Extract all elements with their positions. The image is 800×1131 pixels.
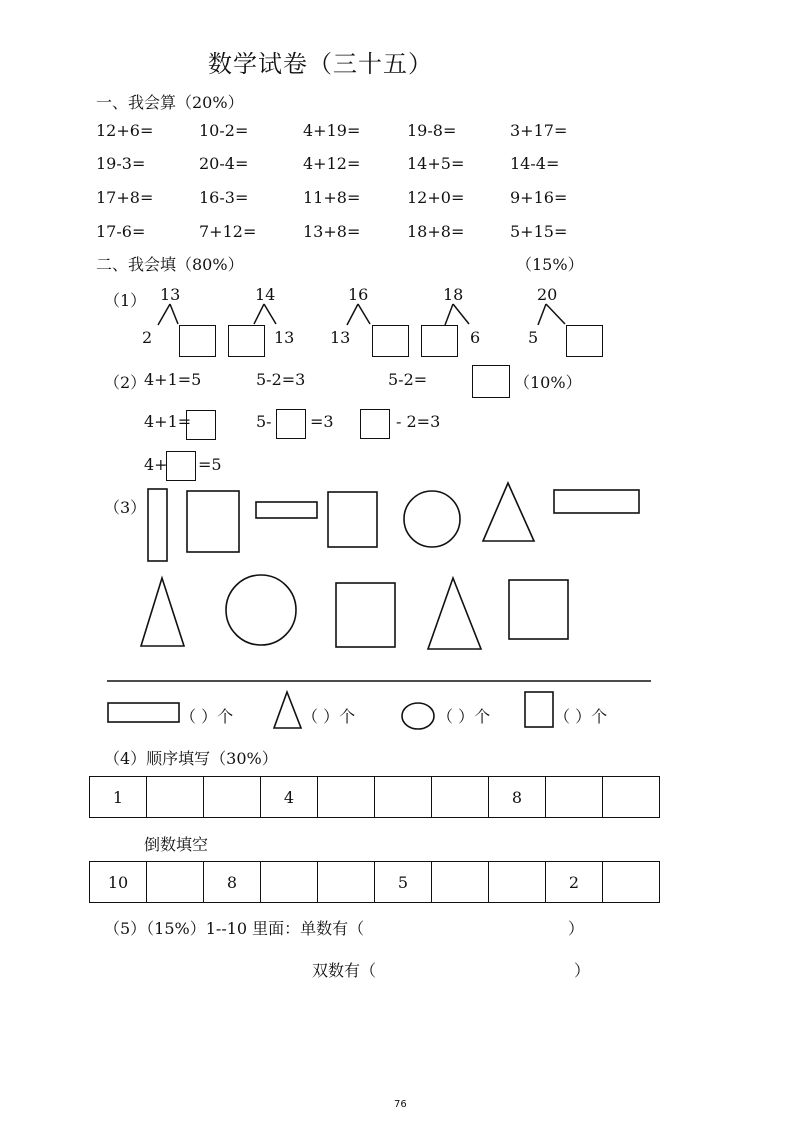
tall-rectangle-shape xyxy=(148,489,167,561)
triangle-shape xyxy=(483,483,534,541)
decomposition-part: 2 xyxy=(142,328,153,347)
count-rectangle[interactable]: （ ）个 xyxy=(180,707,234,726)
sequence-table xyxy=(89,776,660,818)
page-title: 数学试卷（三十五） xyxy=(208,50,433,78)
decomposition-total: 16 xyxy=(348,285,369,304)
rectangle-icon xyxy=(108,703,179,722)
decomposition-part: 13 xyxy=(274,328,295,347)
circle-shape xyxy=(404,491,460,547)
square-icon xyxy=(525,692,553,727)
countdown-table xyxy=(89,861,660,903)
count-circle[interactable]: （ ）个 xyxy=(437,707,491,726)
count-triangle[interactable]: （ ）个 xyxy=(302,707,356,726)
sequence-cell[interactable] xyxy=(261,862,318,903)
part-4-label: （4）顺序填写（30%） xyxy=(104,749,278,768)
square-shape xyxy=(187,491,239,552)
part-2-score: （10%） xyxy=(514,373,582,392)
section-2-heading: 二、我会填（80%） xyxy=(96,255,244,274)
arithmetic-problem: 13+8= xyxy=(303,222,361,241)
arithmetic-problem: 5+15= xyxy=(510,222,568,241)
square-shape xyxy=(509,580,568,639)
sequence-cell[interactable] xyxy=(375,777,432,818)
decomposition-total: 20 xyxy=(537,285,558,304)
flat-rectangle-shape xyxy=(256,502,317,518)
decomposition-total: 14 xyxy=(255,285,276,304)
arithmetic-problem: 3+17= xyxy=(510,121,568,140)
sequence-cell[interactable] xyxy=(204,777,261,818)
sequence-cell[interactable]: 10 xyxy=(90,862,147,903)
sequence-cell[interactable]: 2 xyxy=(546,862,603,903)
sequence-cell[interactable] xyxy=(432,777,489,818)
sequence-cell[interactable] xyxy=(432,862,489,903)
arithmetic-problem: 17-6= xyxy=(96,222,146,241)
decomposition-part: 5 xyxy=(528,328,539,347)
equation-2: 5-2=3 xyxy=(256,370,306,389)
arithmetic-problem: 4+12= xyxy=(303,154,361,173)
arithmetic-problem: 17+8= xyxy=(96,188,154,207)
sequence-cell[interactable]: 1 xyxy=(90,777,147,818)
decomposition-part: 6 xyxy=(470,328,481,347)
sequence-cell[interactable] xyxy=(318,862,375,903)
odd-close-paren: ） xyxy=(568,919,585,938)
arithmetic-problem: 11+8= xyxy=(303,188,361,207)
square-shape xyxy=(336,583,395,647)
decomposition-part: 13 xyxy=(330,328,351,347)
decomposition-total: 13 xyxy=(160,285,181,304)
arithmetic-problem: 10-2= xyxy=(199,121,249,140)
arithmetic-problem: 12+0= xyxy=(407,188,465,207)
sequence-cell[interactable] xyxy=(603,862,660,903)
arithmetic-problem: 9+16= xyxy=(510,188,568,207)
part-5-label: （5）（15%）1--10 里面：单数有（ xyxy=(104,919,365,938)
part-1-label: （1） xyxy=(104,291,147,310)
circle-shape xyxy=(226,575,296,645)
arithmetic-problem: 4+19= xyxy=(303,121,361,140)
triangle-icon xyxy=(274,692,301,728)
equation-5-right: =3 xyxy=(310,412,334,431)
arithmetic-problem: 14+5= xyxy=(407,154,465,173)
arithmetic-problem: 7+12= xyxy=(199,222,257,241)
arithmetic-problem: 16-3= xyxy=(199,188,249,207)
sequence-cell[interactable]: 8 xyxy=(204,862,261,903)
equation-1: 4+1=5 xyxy=(144,370,202,389)
sequence-cell[interactable]: 8 xyxy=(489,777,546,818)
sequence-cell[interactable] xyxy=(147,777,204,818)
equation-7-left: 4+ xyxy=(144,455,168,474)
sequence-cell[interactable] xyxy=(147,862,204,903)
decomposition-total: 18 xyxy=(443,285,464,304)
sequence-cell[interactable] xyxy=(546,777,603,818)
sequence-cell[interactable] xyxy=(603,777,660,818)
equation-4-left: 4+1= xyxy=(144,412,192,431)
sequence-cell[interactable] xyxy=(318,777,375,818)
section-1-heading: 一、我会算（20%） xyxy=(96,93,244,112)
even-close-paren: ） xyxy=(574,961,591,980)
equation-7-right: =5 xyxy=(198,455,222,474)
equation-3: 5-2= xyxy=(388,370,428,389)
triangle-shape xyxy=(141,578,184,646)
arithmetic-problem: 19-3= xyxy=(96,154,146,173)
equation-5-left: 5- xyxy=(256,412,272,431)
sequence-cell[interactable]: 5 xyxy=(375,862,432,903)
sequence-cell[interactable] xyxy=(489,862,546,903)
wide-rectangle-shape xyxy=(554,490,639,513)
square-shape xyxy=(328,492,377,547)
part-2-label: （2） xyxy=(104,373,147,392)
equation-6-right: - 2=3 xyxy=(396,412,441,431)
arithmetic-problem: 18+8= xyxy=(407,222,465,241)
part-3-label: （3） xyxy=(104,498,147,517)
arithmetic-problem: 20-4= xyxy=(199,154,249,173)
arithmetic-problem: 19-8= xyxy=(407,121,457,140)
circle-icon xyxy=(402,703,434,729)
arithmetic-problem: 14-4= xyxy=(510,154,560,173)
section-2-score-note: （15%） xyxy=(516,255,584,274)
sequence-cell[interactable]: 4 xyxy=(261,777,318,818)
even-label: 双数有（ xyxy=(312,961,377,980)
triangle-shape xyxy=(428,578,481,649)
arithmetic-problem: 12+6= xyxy=(96,121,154,140)
page-number: 76 xyxy=(394,1099,407,1110)
countdown-label: 倒数填空 xyxy=(144,835,209,854)
count-square[interactable]: （ ）个 xyxy=(554,707,608,726)
